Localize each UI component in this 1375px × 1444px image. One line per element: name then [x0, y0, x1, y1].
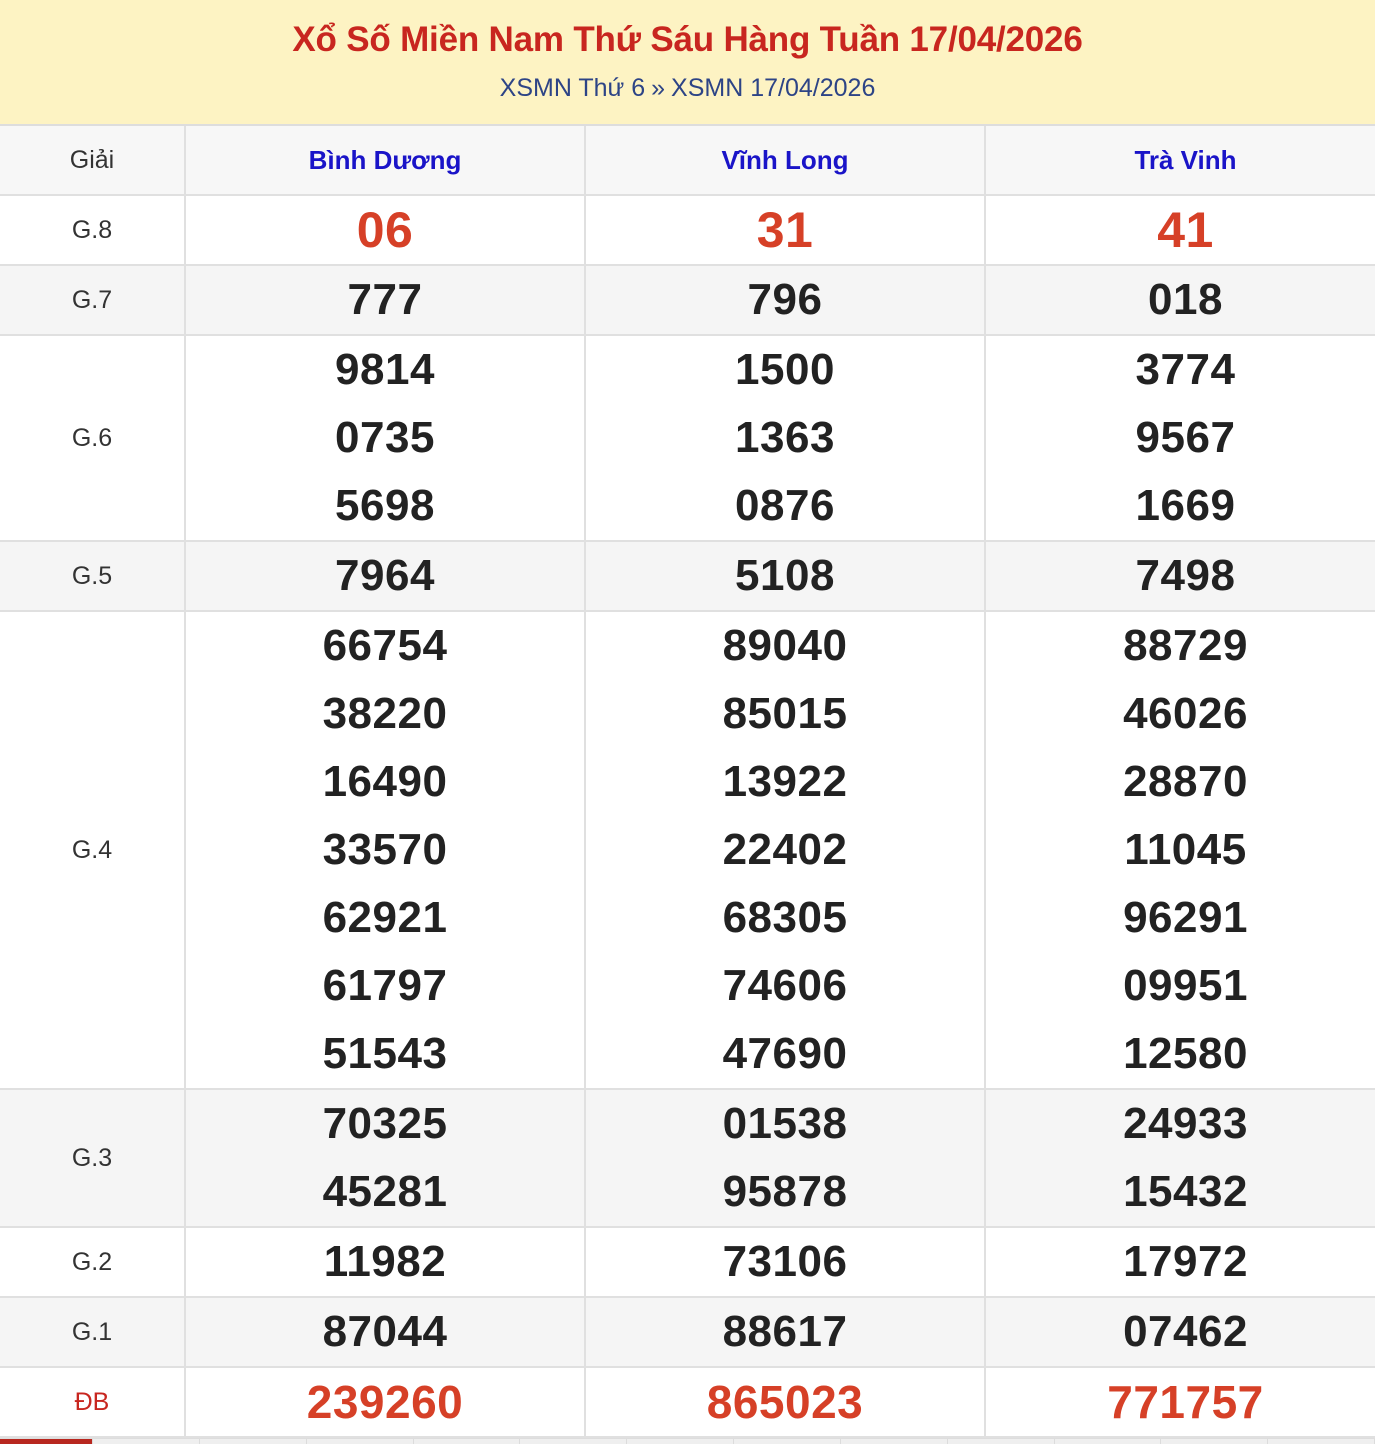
prize-label: G.8: [0, 195, 185, 265]
tab-5[interactable]: [520, 1439, 627, 1444]
result-cell: [585, 611, 985, 1089]
result-cell: [585, 335, 985, 541]
prize-number: 68305: [722, 893, 848, 942]
result-cell: [585, 1227, 985, 1297]
prize-number: 31: [756, 202, 814, 258]
prize-number: 73106: [722, 1237, 848, 1286]
results-table: [0, 126, 1375, 1438]
prize-number: 74606: [722, 961, 848, 1010]
table-row-g6: [0, 335, 1375, 541]
tab-bar: [0, 1438, 1375, 1444]
prize-number: 51543: [322, 1029, 448, 1078]
result-cell: [585, 1297, 985, 1367]
special-prize-number: 865023: [706, 1376, 864, 1428]
prize-number: 13922: [722, 757, 848, 806]
prize-number: 018: [1148, 275, 1223, 324]
result-cell: [985, 265, 1375, 335]
breadcrumb-link-weekday[interactable]: XSMN Thứ 6: [499, 74, 646, 102]
prize-number: 1363: [735, 413, 835, 462]
prize-label: G.7: [0, 265, 185, 335]
table-row-g3: [0, 1089, 1375, 1227]
prize-number: 95878: [722, 1167, 848, 1216]
prize-number: 16490: [322, 757, 448, 806]
breadcrumb-separator: »: [651, 74, 666, 102]
table-row-g2: [0, 1227, 1375, 1297]
prize-number: 09951: [1123, 961, 1248, 1010]
prize-number: 33570: [322, 825, 448, 874]
prize-number: 9814: [335, 345, 435, 394]
prize-label: G.4: [0, 611, 185, 1089]
prize-number: 96291: [1123, 893, 1248, 942]
prize-number: 62921: [322, 893, 448, 942]
result-cell: [185, 335, 585, 541]
prize-number: 0876: [735, 481, 835, 530]
result-cell: [985, 541, 1375, 611]
result-cell: [185, 1089, 585, 1227]
prize-number: 5698: [335, 481, 435, 530]
table-header-row: [0, 126, 1375, 195]
result-cell: [985, 1297, 1375, 1367]
tab-3[interactable]: [307, 1439, 414, 1444]
result-cell: [985, 1089, 1375, 1227]
special-prize-number: 239260: [306, 1376, 464, 1428]
column-header-prize: Giải: [0, 126, 185, 195]
prize-number: 45281: [322, 1167, 448, 1216]
prize-number: 7964: [335, 551, 435, 600]
prize-number: 46026: [1123, 689, 1248, 738]
prize-number: 5108: [735, 551, 835, 600]
prize-number: 777: [347, 275, 423, 324]
prize-number: 38220: [322, 689, 448, 738]
prize-number: 47690: [722, 1029, 848, 1078]
prize-number: 7498: [1135, 551, 1236, 600]
result-cell: [985, 335, 1375, 541]
prize-number: 3774: [1135, 345, 1236, 394]
prize-number: 89040: [722, 621, 848, 670]
result-cell: [185, 541, 585, 611]
result-cell: [185, 1297, 585, 1367]
prize-number: 12580: [1123, 1029, 1248, 1078]
prize-label: G.2: [0, 1227, 185, 1297]
prize-number: 88729: [1123, 621, 1248, 670]
result-cell: [185, 265, 585, 335]
breadcrumb: [0, 73, 1375, 103]
result-cell: [985, 195, 1375, 265]
prize-number: 1669: [1135, 481, 1236, 530]
result-cell: [185, 195, 585, 265]
prize-number: 06: [356, 202, 414, 258]
tab-1[interactable]: [93, 1439, 200, 1444]
prize-label: ĐB: [0, 1367, 185, 1437]
prize-label: G.3: [0, 1089, 185, 1227]
prize-label: G.1: [0, 1297, 185, 1367]
special-prize-number: 771757: [1107, 1376, 1264, 1428]
tab-11[interactable]: [1161, 1439, 1268, 1444]
prize-number: 85015: [722, 689, 848, 738]
table-row-g5: [0, 541, 1375, 611]
result-cell: [985, 611, 1375, 1089]
tab-4[interactable]: [414, 1439, 521, 1444]
result-cell: [585, 265, 985, 335]
prize-number: 87044: [322, 1307, 448, 1356]
prize-number: 61797: [322, 961, 448, 1010]
prize-number: 22402: [722, 825, 848, 874]
table-row-g7: [0, 265, 1375, 335]
tab-7[interactable]: [734, 1439, 841, 1444]
breadcrumb-link-date[interactable]: XSMN 17/04/2026: [671, 74, 876, 102]
prize-number: 66754: [322, 621, 448, 670]
prize-label: G.6: [0, 335, 185, 541]
column-header-binh-duong[interactable]: Bình Dương: [185, 126, 585, 195]
tab-12[interactable]: [1268, 1439, 1375, 1444]
result-cell: [585, 541, 985, 611]
result-cell: [585, 1367, 985, 1437]
page-title: Xổ Số Miền Nam Thứ Sáu Hàng Tuần 17/04/2026: [292, 20, 1083, 59]
prize-number: 1500: [735, 345, 835, 394]
tab-8[interactable]: [841, 1439, 948, 1444]
prize-number: 24933: [1123, 1099, 1248, 1148]
prize-label: G.5: [0, 541, 185, 611]
prize-number: 15432: [1123, 1167, 1248, 1216]
page-header: [0, 0, 1375, 126]
prize-number: 07462: [1123, 1307, 1248, 1356]
prize-number: 17972: [1123, 1237, 1248, 1286]
result-cell: [185, 1367, 585, 1437]
tab-0[interactable]: [0, 1439, 93, 1444]
result-cell: [985, 1227, 1375, 1297]
result-cell: [185, 611, 585, 1089]
prize-number: 11982: [323, 1237, 447, 1286]
tab-9[interactable]: [948, 1439, 1055, 1444]
prize-number: 41: [1157, 202, 1214, 258]
table-row-db: [0, 1367, 1375, 1437]
prize-number: 70325: [322, 1099, 448, 1148]
prize-number: 28870: [1123, 757, 1248, 806]
prize-number: 11045: [1124, 825, 1247, 874]
prize-number: 88617: [722, 1307, 848, 1356]
prize-number: 0735: [335, 413, 435, 462]
prize-number: 01538: [722, 1099, 848, 1148]
table-row-g8: [0, 195, 1375, 265]
tab-10[interactable]: [1055, 1439, 1162, 1444]
tab-6[interactable]: [627, 1439, 734, 1444]
result-cell: [185, 1227, 585, 1297]
result-cell: [585, 1089, 985, 1227]
result-cell: [585, 195, 985, 265]
table-row-g4: [0, 611, 1375, 1089]
prize-number: 9567: [1135, 413, 1236, 462]
table-row-g1: [0, 1297, 1375, 1367]
column-header-vinh-long[interactable]: Vĩnh Long: [585, 126, 985, 195]
column-header-tra-vinh[interactable]: Trà Vinh: [985, 126, 1375, 195]
prize-number: 796: [747, 275, 823, 324]
tab-2[interactable]: [200, 1439, 307, 1444]
result-cell: [985, 1367, 1375, 1437]
